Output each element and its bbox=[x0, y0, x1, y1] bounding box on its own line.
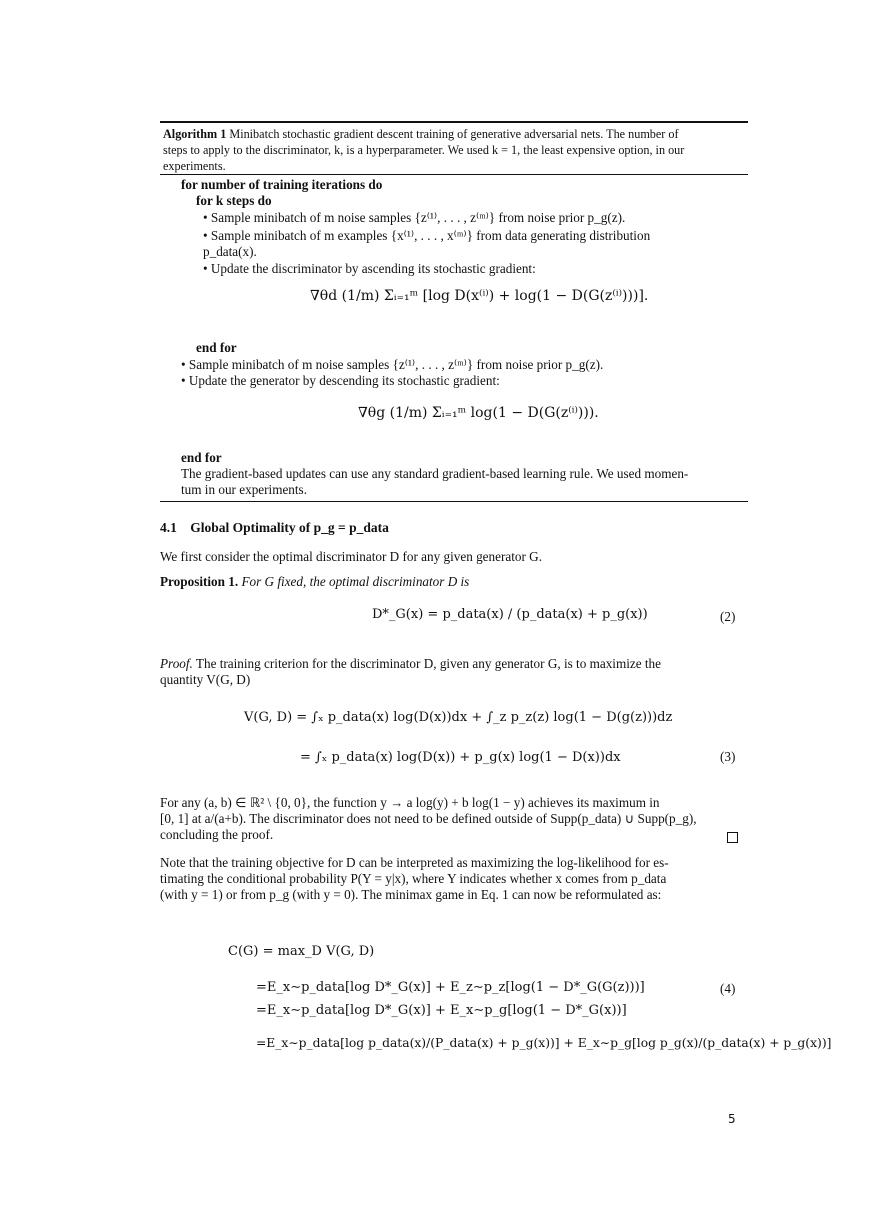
equation-cg-line3: =E_x∼p_data[log D*_G(x)] + E_x∼p_g[log(1 − D*_G(x))] bbox=[256, 1003, 627, 1018]
equation-cg-line4: =E_x∼p_data[log p_data(x)/(P_data(x) + p_g(x))] + E_x∼p_g[log p_g(x)/(p_data(x) + p_g(x))] bbox=[256, 1036, 832, 1050]
algorithm-outer-for: for number of training iterations do bbox=[181, 177, 383, 192]
algorithm-step-sample-data-cont: p_data(x). bbox=[203, 244, 257, 259]
equation-number-2: (2) bbox=[720, 609, 736, 624]
note-line1: Note that the training objective for D can be interpreted as maximizing the log-likelihood for es- bbox=[160, 855, 669, 870]
algorithm-step-update-gen: • Update the generator by descending its stochastic gradient: bbox=[181, 373, 500, 388]
algorithm-end-outer-for: end for bbox=[181, 450, 222, 465]
qed-symbol bbox=[727, 830, 738, 848]
proposition bbox=[160, 574, 469, 590]
proof-line1 bbox=[160, 656, 661, 672]
proof-conclusion-line1: For any (a, b) ∈ ℝ² \ {0, 0}, the function y → a log(y) + b log(1 − y) achieves its maximum in bbox=[160, 795, 660, 810]
equation-number-4: (4) bbox=[720, 981, 736, 996]
equation-generator-gradient: ∇θg (1/m) Σᵢ₌₁ᵐ log(1 − D(G(z⁽ⁱ⁾))). bbox=[358, 405, 599, 421]
proof-conclusion-line3: concluding the proof. bbox=[160, 827, 274, 842]
equation-cg-line1: C(G) = max_D V(G, D) bbox=[228, 944, 375, 959]
proof-line2: quantity V(G, D) bbox=[160, 672, 251, 687]
equation-cg-line2: =E_x∼p_data[log D*_G(x)] + E_z∼p_z[log(1 − D*_G(G(z)))] bbox=[256, 980, 645, 995]
equation-optimal-discriminator: D*_G(x) = p_data(x) / (p_data(x) + p_g(x)) bbox=[372, 607, 648, 622]
section-number: 4.1 bbox=[160, 520, 177, 535]
algorithm-note-line1: The gradient-based updates can use any standard gradient-based learning rule. We used momen- bbox=[181, 466, 689, 481]
section-title: Global Optimality of p_g = p_data bbox=[190, 520, 389, 535]
algorithm-top-rule bbox=[160, 121, 748, 123]
algorithm-step-update-disc: • Update the discriminator by ascending its stochastic gradient: bbox=[203, 261, 536, 276]
equation-number-3: (3) bbox=[720, 749, 736, 764]
section-heading bbox=[160, 520, 389, 536]
algorithm-caption-line3: experiments. bbox=[163, 159, 226, 173]
intro-paragraph: We first consider the optimal discriminator D for any given generator G. bbox=[160, 549, 542, 564]
algorithm-label: Algorithm 1 bbox=[163, 127, 227, 141]
note-line2: timating the conditional probability P(Y = y|x), where Y indicates whether x comes from p_data bbox=[160, 871, 667, 886]
algorithm-step-sample-data: • Sample minibatch of m examples {x⁽¹⁾, . . . , x⁽ᵐ⁾} from data generating distribution bbox=[203, 228, 651, 243]
equation-discriminator-gradient: ∇θd (1/m) Σᵢ₌₁ᵐ [log D(x⁽ⁱ⁾) + log(1 − D(G(z⁽ⁱ⁾)))]. bbox=[310, 288, 649, 304]
proposition-label: Proposition 1. bbox=[160, 574, 239, 589]
algorithm-note-line2: tum in our experiments. bbox=[181, 482, 307, 497]
proof-label: Proof. bbox=[160, 656, 193, 671]
equation-value-function-line2: = ∫ₓ p_data(x) log(D(x)) + p_g(x) log(1 − D(x))dx bbox=[300, 750, 621, 765]
algorithm-end-inner-for: end for bbox=[196, 340, 237, 355]
algorithm-bottom-rule bbox=[160, 501, 748, 502]
proof-text: The training criterion for the discriminator D, given any generator G, is to maximize the bbox=[195, 656, 662, 671]
note-line3: (with y = 1) or from p_g (with y = 0). The minimax game in Eq. 1 can now be reformulated as: bbox=[160, 887, 662, 902]
algorithm-step-sample-noise: • Sample minibatch of m noise samples {z⁽¹⁾, . . . , z⁽ᵐ⁾} from noise prior p_g(z). bbox=[203, 210, 626, 225]
proposition-text: For G fixed, the optimal discriminator D is bbox=[241, 574, 470, 589]
algorithm-mid-rule bbox=[160, 174, 748, 175]
algorithm-caption-line1: Minibatch stochastic gradient descent training of generative adversarial nets. The number of bbox=[229, 127, 679, 141]
page-number: 5 bbox=[728, 1112, 736, 1126]
algorithm-caption bbox=[163, 126, 679, 142]
equation-value-function-line1: V(G, D) = ∫ₓ p_data(x) log(D(x))dx + ∫_z p_z(z) log(1 − D(g(z)))dz bbox=[244, 710, 673, 725]
algorithm-caption-line2: steps to apply to the discriminator, k, is a hyperparameter. We used k = 1, the least expensive option, in our bbox=[163, 143, 685, 157]
proof-conclusion-line2: [0, 1] at a/(a+b). The discriminator does not need to be defined outside of Supp(p_data) ∪ Supp(p_g), bbox=[160, 811, 697, 826]
algorithm-inner-for: for k steps do bbox=[196, 193, 272, 208]
algorithm-step-sample-noise-gen: • Sample minibatch of m noise samples {z⁽¹⁾, . . . , z⁽ᵐ⁾} from noise prior p_g(z). bbox=[181, 357, 604, 372]
